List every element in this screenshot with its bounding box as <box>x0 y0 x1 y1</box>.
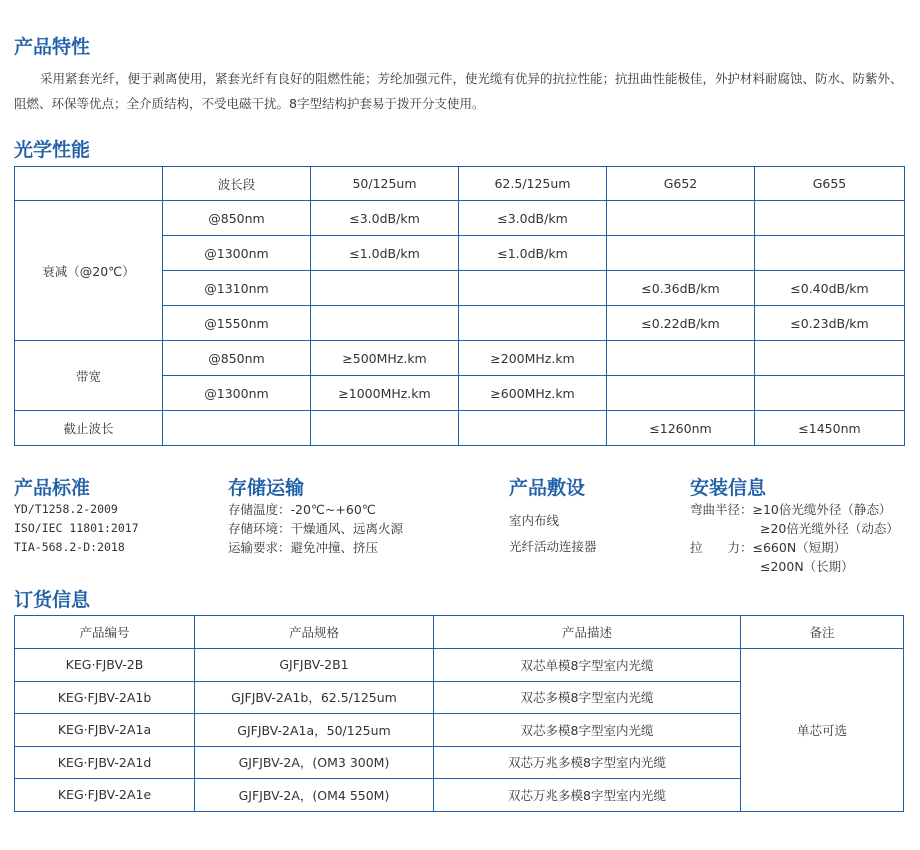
table-cell <box>607 341 755 376</box>
table-row <box>15 411 905 446</box>
features-title: 产品特性 <box>14 36 91 58</box>
table-cell <box>311 306 459 341</box>
header-cell: 62.5/125um <box>459 167 607 201</box>
header-cell: G655 <box>755 167 905 201</box>
table-cell: ≤0.40dB/km <box>755 271 905 306</box>
bandwidth-label: 带宽 <box>15 341 163 411</box>
table-cell: @1300nm <box>163 376 311 411</box>
attenuation-label: 衰减（@20℃） <box>15 201 163 341</box>
optical-title: 光学性能 <box>14 139 91 161</box>
optical-header-row <box>15 167 905 201</box>
product-spec: GJFJBV-2B1 <box>195 649 434 682</box>
storage-item: 存储环境：干燥通风、远离火源 <box>228 521 404 536</box>
table-row <box>15 341 905 376</box>
header-cell: G652 <box>607 167 755 201</box>
product-code: KEG·FJBV-2A1e <box>15 779 195 812</box>
table-cell: ≥500MHz.km <box>311 341 459 376</box>
table-cell: ≤1.0dB/km <box>459 236 607 271</box>
order-note: 单芯可选 <box>741 649 904 812</box>
table-cell: @1550nm <box>163 306 311 341</box>
table-cell: @1300nm <box>163 236 311 271</box>
product-spec: GJFJBV-2A，(OM4 550M) <box>195 779 434 812</box>
product-spec: GJFJBV-2A，(OM3 300M) <box>195 746 434 779</box>
product-desc: 双芯万兆多模8字型室内光缆 <box>434 746 741 779</box>
product-desc: 双芯多模8字型室内光缆 <box>434 714 741 747</box>
optical-table <box>14 166 905 446</box>
product-code: KEG·FJBV-2A1b <box>15 681 195 714</box>
product-desc: 双芯万兆多模8字型室内光缆 <box>434 779 741 812</box>
table-cell: ≤0.22dB/km <box>607 306 755 341</box>
table-cell <box>755 376 905 411</box>
header-cell: 备注 <box>741 616 904 649</box>
storage-item: 运输要求：避免冲撞、挤压 <box>228 540 379 555</box>
table-cell <box>607 236 755 271</box>
table-cell: ≤0.36dB/km <box>607 271 755 306</box>
laying-list <box>509 508 597 560</box>
table-cell: ≤1450nm <box>755 411 905 446</box>
table-cell: ≥200MHz.km <box>459 341 607 376</box>
product-spec: GJFJBV-2A1a，50/125um <box>195 714 434 747</box>
table-cell <box>311 411 459 446</box>
features-text: 采用紧套光纤，便于剥离使用，紧套光纤有良好的阻燃性能；芳纶加强元件，使光缆有优异的抗拉性能；抗扭曲性能极佳，外护材料耐腐蚀、防水、防紫外、阻燃、环保等优点；全介质结构，不受电磁干扰。8字型结构护套易于拨开分支使用。 <box>14 71 903 111</box>
standard-item: TIA-568.2-D:2018 <box>14 540 125 554</box>
header-cell <box>15 167 163 201</box>
header-cell: 波长段 <box>163 167 311 201</box>
table-cell: ≤1260nm <box>607 411 755 446</box>
table-cell: ≥600MHz.km <box>459 376 607 411</box>
order-table <box>14 615 904 812</box>
table-cell <box>755 201 905 236</box>
table-cell <box>607 201 755 236</box>
install-line: 拉 力：≤660N（短期） <box>690 540 847 555</box>
install-title: 安装信息 <box>690 477 767 499</box>
cutoff-label: 截止波长 <box>15 411 163 446</box>
table-cell <box>459 306 607 341</box>
header-cell: 50/125um <box>311 167 459 201</box>
table-cell: @850nm <box>163 341 311 376</box>
table-row <box>15 201 905 236</box>
header-cell: 产品描述 <box>434 616 741 649</box>
order-title: 订货信息 <box>14 589 91 611</box>
product-code: KEG·FJBV-2B <box>15 649 195 682</box>
product-code: KEG·FJBV-2A1d <box>15 746 195 779</box>
table-cell: @1310nm <box>163 271 311 306</box>
standard-item: ISO/IEC 11801:2017 <box>14 521 139 535</box>
install-line: ≥20倍光缆外径（动态） <box>760 521 899 536</box>
standards-list <box>14 500 139 557</box>
table-cell <box>311 271 459 306</box>
standards-title: 产品标准 <box>14 477 91 499</box>
install-line: 弯曲半径：≥10倍光缆外径（静态） <box>690 502 892 517</box>
laying-item: 光纤活动连接器 <box>509 539 597 554</box>
laying-title: 产品敷设 <box>509 477 586 499</box>
table-row <box>15 649 904 682</box>
table-cell: ≤3.0dB/km <box>459 201 607 236</box>
table-cell <box>755 236 905 271</box>
standard-item: YD/T1258.2-2009 <box>14 502 118 516</box>
header-cell: 产品规格 <box>195 616 434 649</box>
product-spec: GJFJBV-2A1b，62.5/125um <box>195 681 434 714</box>
storage-title: 存储运输 <box>228 477 305 499</box>
storage-list <box>228 500 403 557</box>
table-cell: ≤0.23dB/km <box>755 306 905 341</box>
install-line: ≤200N（长期） <box>760 559 854 574</box>
table-cell <box>163 411 311 446</box>
product-desc: 双芯多模8字型室内光缆 <box>434 681 741 714</box>
header-cell: 产品编号 <box>15 616 195 649</box>
table-cell <box>459 271 607 306</box>
table-cell <box>607 376 755 411</box>
table-cell: ≥1000MHz.km <box>311 376 459 411</box>
storage-item: 存储温度：-20℃~+60℃ <box>228 502 376 517</box>
product-desc: 双芯单模8字型室内光缆 <box>434 649 741 682</box>
install-list <box>690 500 899 576</box>
product-code: KEG·FJBV-2A1a <box>15 714 195 747</box>
table-cell: @850nm <box>163 201 311 236</box>
table-cell: ≤1.0dB/km <box>311 236 459 271</box>
table-cell: ≤3.0dB/km <box>311 201 459 236</box>
table-cell <box>459 411 607 446</box>
laying-item: 室内布线 <box>509 513 560 528</box>
order-header-row <box>15 616 904 649</box>
table-cell <box>755 341 905 376</box>
